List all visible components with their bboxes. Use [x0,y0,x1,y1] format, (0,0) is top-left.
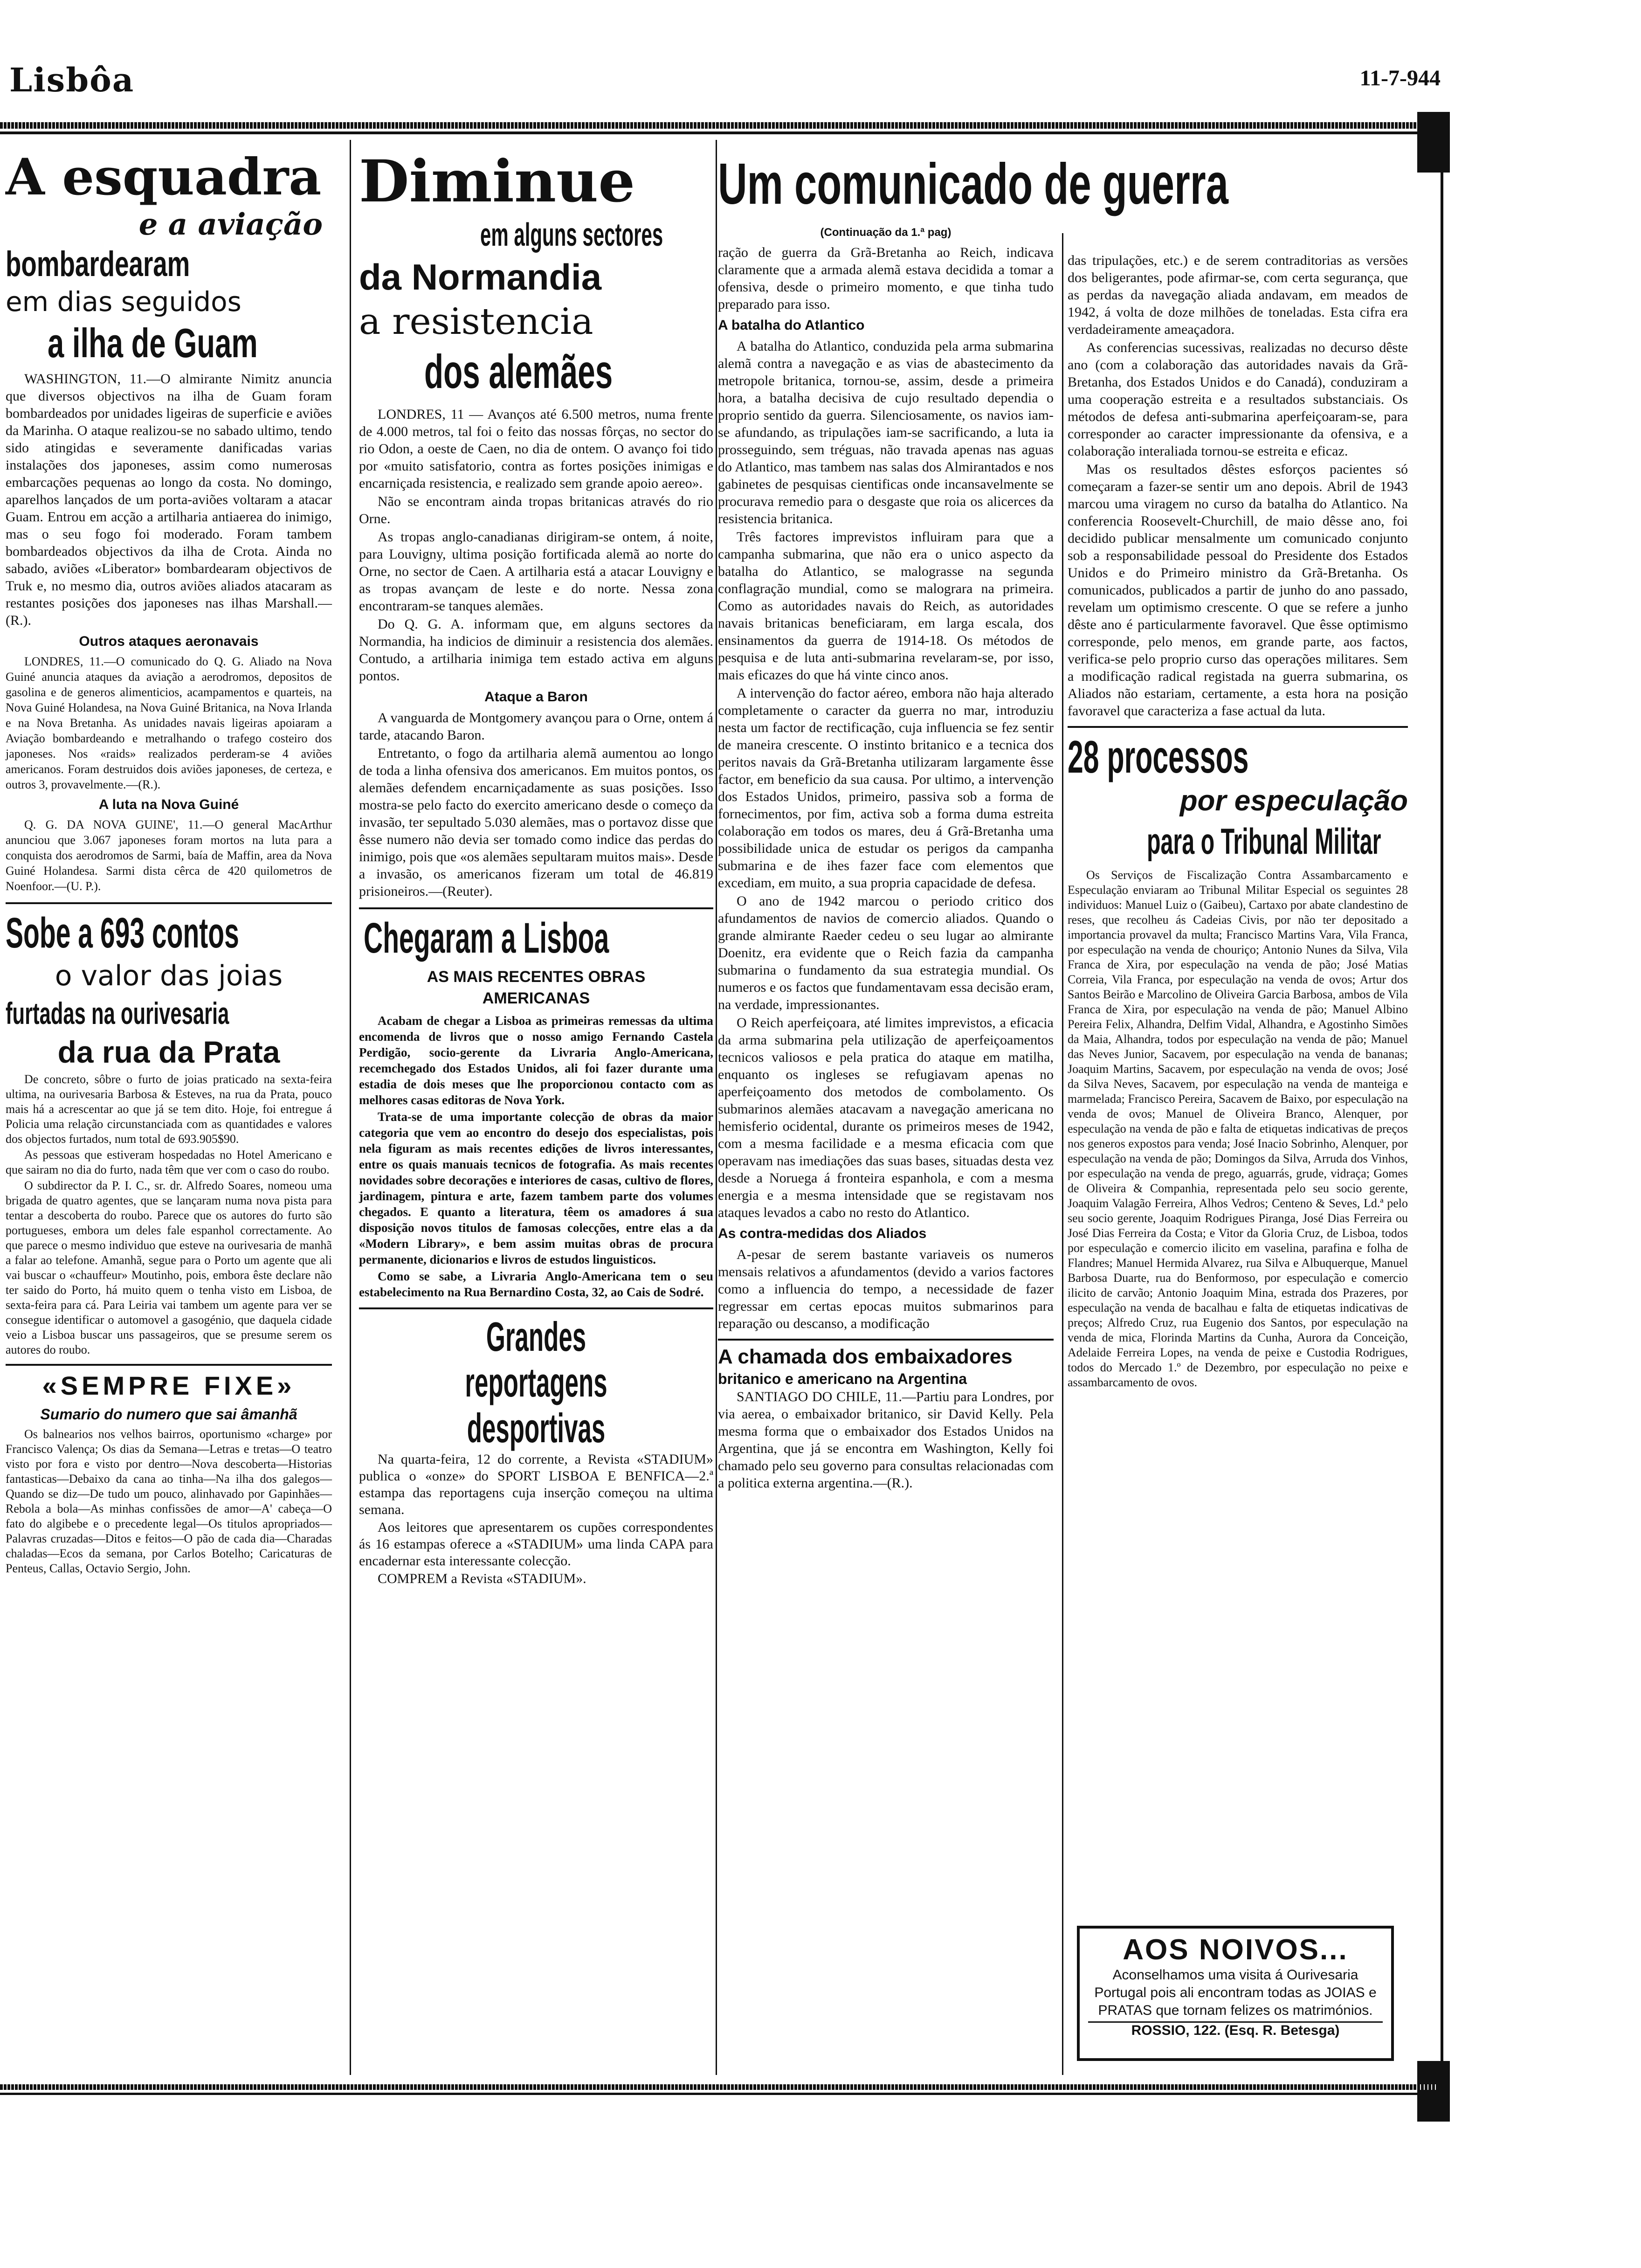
headline-esquadra: A esquadra [6,148,322,207]
column-separator [350,140,351,2075]
top-rule-solid [0,131,1436,134]
headline-alemaes: dos alemães [424,345,613,398]
ad-address: ROSSIO, 122. (Esq. R. Betesga) [1088,2021,1383,2039]
headline-reportagens: Grandes reportagens desportivas [465,1314,607,1451]
subhead: A luta na Nova Guiné [98,797,239,812]
article-paragraph: A batalha do Atlantico, conduzida pela arma submarina alemã contra a navegação e as vias de abastecimento da metropole britanica, tornou-se, assim, desde a primeira hora, a batalha decisiva de cujo resultado dependia o proprio sentido da guerra. Silenciosamente, os navios iam-se afundando, as tripulações iam-se sacrificando, a luta ia prosseguindo, sem tréguas, não travada apenas nas aguas do Atlantico, mas tambem nas salas dos Almirantados e nos gabinetes de pesquisas cientificas onde incansavelmente se procurava remedio para o desgaste que roia os alicerces da resistencia britanica. [718,339,1054,526]
article-paragraph: Três factores imprevistos influiram para que a campanha submarina, que não era o unico aspecto da batalha do Atlantico, se malograsse na segunda conflagração mundial, como se malograra na primeira. Como as autoridades navais do Reich, as autoridades navais britanicas beneficiaram, em larga escala, dos ensinamentos da guerra de 1914-18. Os métodos de pesquisa e de luta anti-submarina revelaram-se, por isso, mais eficazes do que há vinte cinco anos. [718,529,1054,683]
subhead: A batalha do Atlantico [718,318,865,333]
headline-resistencia: a resistencia [359,301,593,343]
subhead: Sumario do numero que sai âmanhã [40,1406,297,1423]
headline-aviacao: e a aviação [138,207,323,242]
bottom-rule [0,2084,1436,2090]
section-rule [6,902,332,904]
article-paragraph: COMPREM a Revista «STADIUM». [378,1571,586,1586]
headline-valor-joias: o valor das joias [55,960,283,992]
headline-especulacao: por especulação [1179,785,1408,817]
article-paragraph: Q. G. DA NOVA GUINE', 11.—O general MacArthur anunciou que 3.067 japoneses foram mortos na luta para a conquista dos aerodromos de Sarmi, baía de Maffin, area da Nova Guiné Holandesa. Sarmi dista cêrca de 420 quilometros de Noenfoor.—(U. P.). [6,818,332,893]
article-paragraph: SANTIAGO DO CHILE, 11.—Partiu para Londres, por via aerea, o embaixador britanico, sir David Kelly. Pela mesma forma que o embaixador dos Estados Unidos na Argentina, que já se encontra em Washington, Kelly foi chamado pelo seu governo para consultas relacionadas com a politica externa argentina.—(R.). [718,1389,1054,1491]
continuation-note: (Continuação da 1.ª pag) [820,226,952,239]
headline-normandia: da Normandia [359,256,602,297]
advertisement-box [1077,1926,1394,2061]
newspaper-name: Lisbôa [9,61,135,99]
article-paragraph: As conferencias sucessivas, realizadas no decurso dêste ano (com a colaboração das autoridades navais da Grã-Bretanha, dos Estados Unidos e do Canadá), conduziram a uma cooperação estreita e a resultados substanciais. Os métodos de defesa anti-submarina aperfeiçoaram-se, para corresponder ao caracter impressionante da ofensiva, e a colaboração interaliada tornou-se estreita e eficaz. [1068,340,1408,459]
subhead: Ataque a Baron [484,689,588,705]
article-paragraph: Mas os resultados dêstes esforços pacientes só começaram a fazer-se sentir um ano depois. Abril de 1943 marcou uma viragem no curso da batalha do Atlantico. Na conferencia Roosevelt-Churchill, de maio dêsse ano, foi decidido publicar mensalmente um comunicado conjunto sob a responsabilidade pessoal do Presidente dos Estados Unidos e do Primeiro ministro da Grã-Bretanha. Os comunicados, publicados a partir de junho do ano passado, revelam um optimismo crescente. O que se refere a junho dêste ano é particularmente favoravel. Que êsse optimismo corresponde, pelo menos, em grande parte, aos factos, verifica-se pelo proprio curso das operações militares. Sem a modificação radical registada na guerra submarina, os Aliados não estariam, certamente, a esta hora na posição favoravel que caracteriza a fase actual da luta. [1068,462,1408,719]
headline-rua-prata: da rua da Prata [57,1035,280,1069]
column-4 [1068,252,1408,1391]
article-paragraph: A vanguarda de Montgomery avançou para o Orne, ontem á tarde, atacando Baron. [359,710,713,743]
article-paragraph: Aos leitores que apresentarem os cupões correspondentes ás 16 estampas oferece a «STADIUM» uma linda CAPA para encadernar esta interessante colecção. [359,1520,713,1569]
section-rule [359,1307,713,1309]
bottom-rule-solid [0,2093,1436,2095]
headline-embaixadores: A chamada dos embaixadores [718,1345,1013,1368]
article-paragraph: A intervenção do factor aéreo, embora não haja alterado completamente o caracter da guerra no mar, introduziu nesta um factor de rectificação, cuja influencia se fez sentir de maneira crescente. O instinto britanico e a tecnica dos peritos navais da Grã-Bretanha utilizaram largamente êsse factor, em beneficio da sua causa. Por ultimo, a intervenção dos Estados Unidos, primeiro, passiva sob a forma de fornecimentos, por fim, activa sob a forma duma estreita colaboração em todos os mares, deu á Grã-Bretanha uma possibilidade unica de estudar os perigos da campanha submarina e de ihes fazer face com elementos que excediam, em muito, a sua propria capacidade de defesa. [718,685,1054,891]
article-paragraph: O Reich aperfeiçoara, até limites imprevistos, a eficacia da arma submarina pela utilização de aperfeiçoamentos tecnicos valiosos e pela pratica do ataque em matilha, enquanto os ingleses se refugiavam apenas no aperfeiçoamento dos metodos de combolamento. Os submarinos alemães atacavam a navegação americana no hemisferio ocidental, durante os primeiros meses de 1942, com a mesma facilidade e a mesma eficacia com que operavam nas imediações das suas bases, situadas desta vez desde a Noruega á fronteira espanhola, e com a mesma energia e a mesma intensidade que se registavam nos ataques levados a cabo no resto do Atlantico. [718,1015,1054,1220]
article-paragraph: Entretanto, o fogo da artilharia alemã aumentou ao longo de toda a linha ofensiva dos americanos. Em muitos pontos, os alemães defendem encarniçadamente as suas posições. Isso mostra-se pelo facto do exercito americano desde o começo da invasão, ter sepultado 5.030 alemães, mas o portavoz disse que êsse numero não devia ser tomado como indice das perdas do inimigo, pois que «os alemães sepultaram muitos mais». Desde a invasão, os americanos fizeram um total de 46.819 prisioneiros.—(Reuter). [359,746,713,899]
article-paragraph: Como se sabe, a Livraria Anglo-Americana tem o seu estabelecimento na Rua Bernardino Costa, 32, ao Cais de Sodré. [359,1269,713,1299]
article-paragraph: Acabam de chegar a Lisboa as primeiras remessas da ultima encomenda de livros que o nosso amigo Fernando Castela Perdigão, socio-gerente da Livraria Anglo-Americana, recemchegado dos Estados Unidos, ali foi fazer durante uma estadia de dois meses que lhe proporcionou contacto com as melhores casas editoras de Nova York. [359,1014,713,1107]
subhead: Outros ataques aeronavais [79,634,259,649]
ad-title: AOS NOIVOS... [1123,1934,1348,1966]
headline-sectores: em alguns sectores [480,216,663,253]
article-paragraph: O subdirector da P. I. C., sr. dr. Alfredo Soares, nomeou uma brigada de quatro agentes, que se lançaram numa nova pista para tentar a descoberta do roubo. Parece que os autores do furto são portugueses, embora um deles fale espanhol correctamente. Ao que parece o mesmo individuo que esteve na ourivesaria de manhã a falar ao telefone. Amanhã, segue para o Porto um agente que ali vai buscar o «chauffeur» Moutinho, pois, embora êste declare não ter saido do Porto, há muito quem o tenha visto em Lisboa, de sexta-feira para cá. Para Leiria vai tambem um agente para ver se consegue identificar o automovel a gasogénio, que daquela cidade veio a Lisboa buscar uns passageiros, que se presume serem os autores do roubo. [6,1179,332,1356]
article-paragraph: LONDRES, 11 — Avanços até 6.500 metros, numa frente de 4.000 metros, tal foi o feito das nossas fôrças, no sector do rio Odon, a oeste de Caen, no dia de ontem. O avanço foi tido por «muito satisfatorio, contra as fortes posições inimigas e encarniçada resistencia, e realizado sem grande apoio aereo». [359,407,713,491]
article-paragraph: Os Serviços de Fiscalização Contra Assambarcamento e Especulação enviaram ao Tribunal Militar Especial os seguintes 28 individuos: Manuel Luiz o (Gaibeu), Cartaxo por abate clandestino de reses, que recolheu ás Cadeias Civis, por não ter depositado a importancia provavel da multa; Francisco Martins Vara, Vila Franca, por especulação na venda de chouriço; Antonio Nunes da Silva, Vila Franca de Xira, por especulação na venda de pão; José Matias Correia, Vila Franca, por especulação na venda de ovos; Artur dos Santos Beirão e Marcolino de Oliveira Garcia Barbosa, ambos de Vila Franca de Xira, por especulação na venda de pão; Manuel Albino Pereira Felix, Alhandra, Delfim Vidal, Alhandra, e Agostinho Simões da Maia, Alhandra, todos por especulação na venda de pão; Manuel das Neves Junior, Sacavem, por especulação na venda de bananas; Joaquim Martins, Sacavem, por especulação na venda de ovos; José da Silva Neves, Sacavem, por especulação na venda de manteiga e marmelada; Francisco Pereira, Sacavem de Baixo, por especulação na venda de ovos; Manuel de Oliveira Branco, Alenquer, por especulação na venda de pão e falta de etiquetas indicativas de preços nos generos expostos para venda; José Inacio Sobrinho, Alenquer, por especulação na venda de pão; Domingos da Silva, Arruda dos Vinhos, por especulação na venda de prego, aguarrás, grude, vidraça; Gomes de Oliveira & Companhia, representada pelo seu socio gerente, Joaquim Valagão Ferreira, Alhos Vedros; Centeno & Seves, Ld.ª pelo seu socio gerente, Joaquim Rodrigues Piranga, José Dias Ferreira ou José Dias Ferreira da Costa; e Vitor da Gloria Cruz, de Lisboa, todos por especulação e comercio ilicito em vaselina, parafina e folha de Flandres; Manuel Hermida Alvarez, rua Silva e Albuquerque, Manuel Barbosa Duarte, rua do Benformoso, por especulação e comercio ilicito de carvão; Antonio Joaquim Mina, estrada dos Prazeres, por especulação na venda de bacalhau e falta de etiquetas indicativas de preços; Alfredo Cruz, rua Eugenio dos Santos, por especulação na venda de mica, Florinda Martins da Cunha, Aurora da Conceição, Adelaide Ferreira Lopes, na venda de peixe e Custodia Rodrigues, todos do Mercado 1.º de Dezembro, por especulação no peixe e assambarcamento de ovos. [1068,868,1408,1389]
headline-28-processos: 28 processos [1068,731,1249,782]
section-rule [359,907,713,909]
corner-block-bottom [1417,2061,1450,2122]
column-2 [359,149,713,1588]
article-paragraph: das tripulações, etc.) e de serem contraditorias as versões dos beligerantes, pode afirmar-se, com certa segurança, que as perdas da navegação aliada andavam, em meados de 1942, á volta de doze milhões de toneladas. Esta cifra era verdadeiramente ameaçadora. [1068,253,1408,337]
section-rule [718,1339,1054,1341]
headline-bombardearam: bombardearam [6,244,190,284]
section-rule [1068,726,1408,728]
ad-text: Aconselhamos uma visita á Ourivesaria Portugal pois ali encontram todas as JOIAS e PRATAS que tornam felizes os matrimónios. [1094,1967,1377,2018]
headline-693-contos: Sobe a 693 contos [6,909,239,957]
article-paragraph: As pessoas que estiveram hospedadas no Hotel Americano e que sairam no dia do furto, nada têm que ver com o caso do roubo. [6,1148,332,1176]
subhead: AS MAIS RECENTES OBRAS AMERICANAS [427,968,646,1007]
column-separator [716,140,717,2075]
headline-dias-seguidos: em dias seguidos [6,286,241,318]
article-paragraph: Não se encontram ainda tropas britanicas através do rio Orne. [359,494,713,526]
article-paragraph: A-pesar de serem bastante variaveis os numeros mensais relativos a afundamentos (devido a varios factores como a influencia do tempo, a necessidade de fazer regressar em certas epocas muitos submarinos para reparação ou descanso, a modificação [718,1247,1054,1331]
subhead: britanico e americano na Argentina [718,1370,967,1387]
article-paragraph: Na quarta-feira, 12 do corrente, a Revista «STADIUM» publica o «onze» do SPORT LISBOA E BENFICA—2.ª estampa das reportagens cuja inserção começou na ultima semana. [359,1452,713,1517]
article-paragraph: Trata-se de uma importante colecção de obras da maior categoria que vem ao encontro do desejo dos especialistas, pois nela figuram as mais recentes edições de livros interessantes, entre os quais manuais tecnicos de fotografia. As mais recentes novidades sobre decorações e interiores de casas, cultivo de flores, jardinagem, pintura e arte, fazem tambem parte dos volumes chegados. E quanto a literatura, têem os amadores á sua disposição novos titulos de famosas colecções, entre elas a da «Modern Library», e bem assim muitas obras de procura permanente, dicionarios e livros de estudos linguisticos. [359,1110,713,1266]
issue-date: 11-7-944 [1359,66,1441,90]
top-rule [0,122,1436,129]
article-paragraph: WASHINGTON, 11.—O almirante Nimitz anuncia que diversos objectivos na ilha de Guam foram bombardeados por unidades ligeiras de superficie e aviões da Marinha. O ataque realizou-se no sabado ultimo, tendo sido atingidas e severamente danificadas varias instalações dos japoneses, assim como numerosas embarcações pequenas ao longo da costa. No domingo, aparelhos lançados de um porta-aviões voltaram a atacar Guam. Entrou em acção a artilharia antiaerea do inimigo, mas o seu fogo foi moderado. Foram tambem bombardeados objectivos da ilha de Crota. Ainda no sabado, aviões «Liberator» bombardearam objectivos de Truk e, no mesmo dia, outros aviões aliados atacaram as restantes posições dos japoneses nas ilhas Marshall.—(R.). [6,371,332,628]
article-paragraph: O ano de 1942 marcou o periodo critico dos afundamentos de navios de comercio aliados. Quando o grande almirante Raeder cedeu o seu lugar ao almirante Doenitz, era evidente que o Reich fazia da campanha submarina o fundamento da sua estrategia mundial. Os numeros e os factos que fundamentavam essa decisão eram, na verdade, impressionantes. [718,893,1054,1012]
headline-sempre-fixe: «SEMPRE FIXE» [42,1371,296,1400]
headline-diminue: Diminue [359,148,635,215]
column-separator [1062,233,1063,2075]
article-paragraph: ração de guerra da Grã-Bretanha ao Reich, indicava claramente que a armada alemã estava decidida a tomar a ofensiva, desde o primeiro momento, e que tinha tudo preparado para isso. [718,245,1054,312]
column-1 [6,149,332,1577]
headline-comunicado: Um comunicado de guerra [718,152,1228,216]
article-paragraph: As tropas anglo-canadianas dirigiram-se ontem, á noite, para Louvigny, ultima posição fortificada alemã ao norte do Orne, no sector de Caen. A artilharia está a atacar Louvigny e as tropas avançam de leste e do norte. Nessa zona encontraram-se tanques alemães. [359,529,713,614]
article-paragraph: De concreto, sôbre o furto de joias praticado na sexta-feira ultima, na ourivesaria Barbosa & Esteves, na rua da Prata, pouco mais há a acrescentar ao que já se tem dito. Hoje, foi entregue á Policia uma relação circunstanciada com as quantidades e valores dos objectos furtados, num total de 693.905$90. [6,1072,332,1146]
article-paragraph: LONDRES, 11.—O comunicado do Q. G. Aliado na Nova Guiné anuncia ataques da aviação a aerodromos, depositos de gasolina e de generos alimenticios, acampamentos e quarteis, na Nova Guiné Holandesa, na Nova Guiné Britanica, na Nova Irlanda e na Nova Bretanha. As unidades navais ligeiras apoiaram a Aviação bombardeando e metralhando o trafego costeiro dos japoneses. Nos «raids» realizados perderam-se 4 aviões americanos. Foram destruidos dois aviões japoneses, de certeza, e outros 3, provavelmente.—(R.). [6,655,332,791]
headline-furtadas: furtadas na ourivesaria [6,996,229,1030]
article-paragraph: Do Q. G. A. informam que, em alguns sectores da Normandia, ha indicios de diminuir a resistencia dos alemães. Contudo, a artilharia inimiga tem estado activa em alguns pontos. [359,616,713,684]
section-rule [6,1364,332,1366]
subhead: As contra-medidas dos Aliados [718,1226,927,1241]
headline-tribunal: para o Tribunal Militar [1147,821,1381,862]
right-border [1441,159,1443,2075]
headline-chegaram-lisboa: Chegaram a Lisboa [364,914,609,962]
masthead [0,0,1641,140]
headline-guam: a ilha de Guam [48,320,258,366]
article-paragraph: Os balnearios nos velhos bairros, oportunismo «charge» por Francisco Valença; Os dias da Semana—Letras e tretas—O teatro visto por fora e visto por dentro—Nova descoberta—Historias fantasticas—Debaixo da cana ao tinha—Na ilha dos galegos—Quando se diz—De tudo um pouco, alinhavado por Gapinhães—Rebola a bola—As minhas confissões de amor—A' cabeça—O fato do algibebe e o precedente legal—Os titulos apropriados—Palavras cruzadas—Ditos e feitos—O pão de cada dia—Charadas chaladas—Ecos da semana, por Carlos Botelho; Caricaturas de Penteus, Callas, Octavio Sergio, John. [6,1427,332,1575]
